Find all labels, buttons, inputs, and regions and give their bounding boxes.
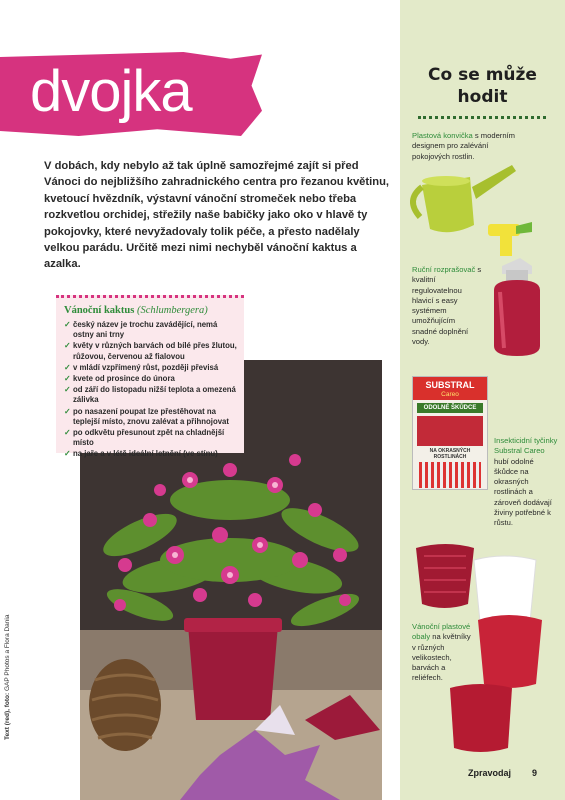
- list-item-text: po odkvětu přesunout zpět na chladnější místo: [73, 428, 225, 448]
- list-item-text: květy v různých barvách od bílé přes žlutou, růžovou, červenou až fialovou: [73, 341, 237, 361]
- note-highlight: Ruční rozprašovač: [412, 265, 476, 274]
- dotted-divider: [418, 116, 546, 119]
- christmas-cactus-info-box: [56, 295, 244, 459]
- insecticide-sticks-note: [494, 436, 558, 529]
- spray-bottle-icon: [480, 218, 555, 358]
- note-text: hubí odolné škůdce na okrasných rostlinách a zároveň dodávají živiny potřebné k růstu.: [494, 456, 552, 528]
- note-highlight: Vánoční plastové obaly: [412, 622, 471, 642]
- list-item: [64, 449, 238, 459]
- note-text: s kvalitní regulovatelnou hlavicí s easy systémem umožňujícím snadné doplnění vody.: [412, 265, 482, 347]
- info-box-latin-name: (Schlumbergera): [136, 305, 208, 316]
- list-item-text: v mládí vzpřímený růst, později převisá: [73, 362, 219, 372]
- note-highlight: Plastová konvička: [412, 131, 473, 140]
- note-highlight: Insekticidní tyčinky Substral Careo: [494, 436, 558, 456]
- checkmark-icon: ✓: [64, 341, 71, 351]
- info-box-title: [64, 305, 238, 316]
- photo-credit: [4, 615, 11, 740]
- list-item: [64, 320, 238, 340]
- list-item: [64, 428, 238, 448]
- checkmark-icon: ✓: [64, 449, 71, 459]
- decorative-pots-note: [412, 622, 474, 684]
- page-title: dvojka: [30, 59, 192, 124]
- list-item: [64, 363, 238, 373]
- magazine-name: Zpravodaj: [468, 768, 512, 778]
- sidebar-title-line2: hodit: [457, 87, 508, 107]
- info-box-title-text: Vánoční kaktus: [64, 305, 135, 316]
- checkmark-icon: ✓: [64, 362, 71, 372]
- credit-source: GAP Photos a Flora Dania: [4, 614, 11, 691]
- list-item-text: na jaře a v létě ideální letnění (ve stínu): [73, 449, 218, 459]
- substral-product-box: [412, 376, 488, 490]
- sidebar-title-line1: Co se může: [428, 65, 537, 85]
- product-subtitle: ODOLNÉ ŠKŮDCE: [417, 403, 483, 413]
- checkmark-icon: ✓: [64, 374, 71, 384]
- list-item: [64, 374, 238, 384]
- list-item: [64, 385, 238, 405]
- product-banner: NA OKRASNÝCH ROSTLINÁCH: [429, 448, 471, 460]
- credit-label: Text (red), foto:: [4, 692, 11, 740]
- care-tips-list: [64, 320, 238, 460]
- list-item: [64, 341, 238, 361]
- checkmark-icon: ✓: [64, 385, 71, 395]
- list-item: [64, 407, 238, 427]
- product-sticks: [419, 462, 481, 488]
- checkmark-icon: ✓: [64, 406, 71, 416]
- checkmark-icon: ✓: [64, 428, 71, 438]
- page-number: 9: [532, 768, 538, 778]
- product-line: Careo: [413, 391, 487, 400]
- product-photo-strip: [417, 416, 483, 446]
- checkmark-icon: ✓: [64, 320, 71, 329]
- sidebar-title: [410, 64, 555, 108]
- product-brand: SUBSTRAL: [413, 377, 487, 391]
- list-item-text: kvete od prosince do února: [73, 374, 175, 384]
- intro-paragraph: V dobách, kdy nebylo až tak úplně samozřejmé zajít si před Vánoci do nejbližšího zahradnického centra pro řezanou květinu, kvetoucí hvězdník, výstavní vánoční stromeček nebo třeba rozkvetlou orchidej, střežily naše babičky jako oko v hlavě ty pokojovky, které nevyžadovaly tolik péče, a přesto nadělaly velkou parádu. Určitě mezi nimi nechyběl vánoční kaktus a azalka.: [44, 160, 390, 271]
- list-item-text: od září do listopadu nižší teplota a omezená zálivka: [73, 385, 236, 405]
- list-item-text: český název je trochu zavádějící, nemá ostny ani trny: [73, 320, 218, 340]
- sidebar: [400, 0, 565, 800]
- spray-bottle-note: [412, 265, 482, 347]
- note-text: na květníky v různých velikostech, barvách a reliéfech.: [412, 632, 471, 683]
- list-item-text: po nasazení poupat lze přestěhovat na teplejší místo, znovu zalévat a přihnojovat: [73, 406, 229, 426]
- note-text: s moderním designem pro zalévání pokojových rostlin.: [412, 131, 515, 161]
